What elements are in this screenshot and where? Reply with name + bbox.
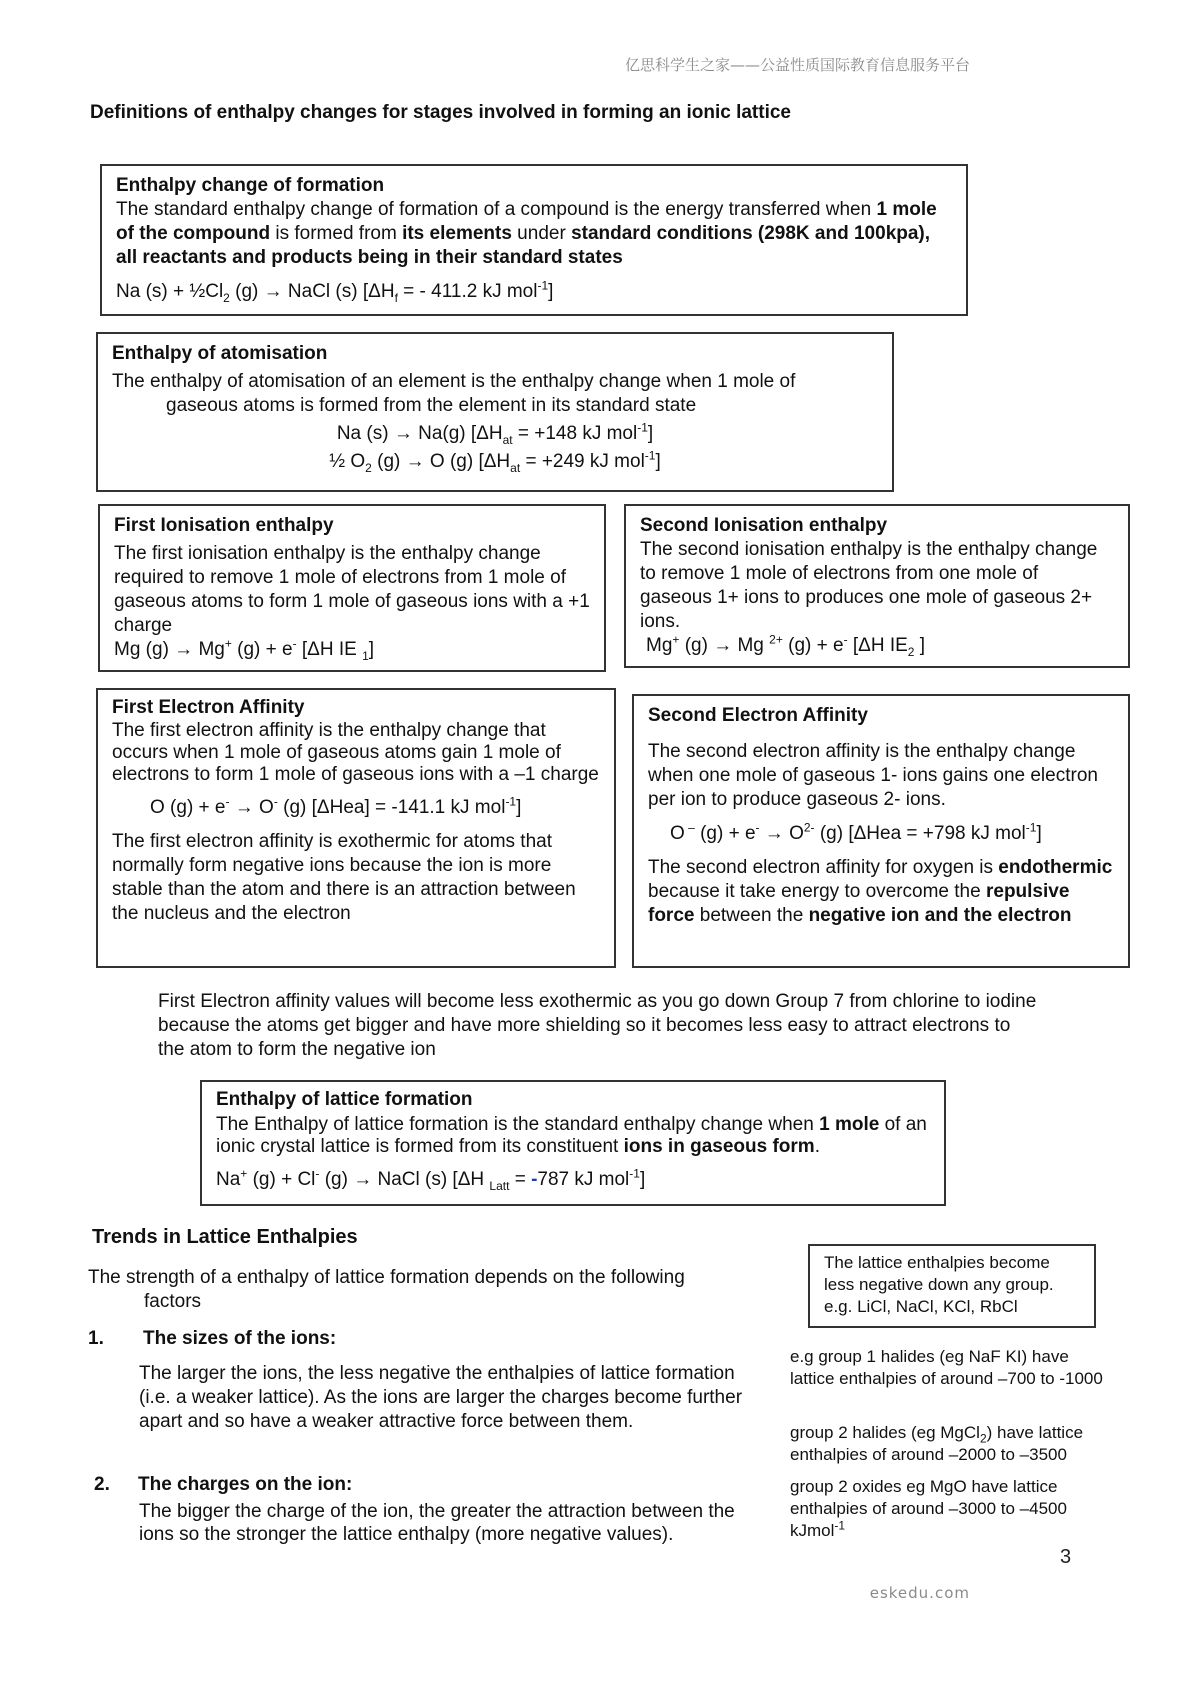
factor-1-heading: The sizes of the ions: <box>143 1328 337 1349</box>
atomisation-equation-2: ½ $O_2$ (g) → O (g) [$\Delta H_{at} = +249$ kJ mol$^{-1}$] <box>329 448 661 475</box>
first-ea-definition: The first electron affinity is the enthalpy change that occurs when 1 mole of gaseous atoms gain 1 mole of electrons to form 1 mole of gaseous ions with a –1 charge <box>112 720 599 785</box>
atomisation-definition-line2: gaseous atoms is formed from the element in its standard state <box>166 395 697 416</box>
atomisation-equation-1: Na (s) → Na(g) [$\Delta H_{at} = +148$ kJ mol$^{-1}$] <box>336 420 654 447</box>
page-footer: eskedu.com <box>869 1584 970 1602</box>
factor-2-heading: The charges on the ion: <box>138 1474 353 1495</box>
group-trend-box: The lattice enthalpies become less negative down any group. e.g. LiCl, NaCl, KCl, RbCl <box>808 1244 1096 1328</box>
second-electron-affinity-box <box>632 694 1130 968</box>
page-number: 3 <box>1060 1546 1072 1568</box>
formation-equation: Na $(s) + \frac{1}{2}Cl_2$ (g) → NaCl (s) [$\Delta H_f$ = - 411.2 kJ mol$^{-1}$] <box>116 278 554 305</box>
first-ionisation-title: First Ionisation enthalpy <box>114 515 334 536</box>
first-electron-affinity-box <box>96 688 616 968</box>
trends-intro: The strength of a enthalpy of lattice formation depends on the following factors <box>88 1267 685 1312</box>
second-ea-title: Second Electron Affinity <box>648 705 868 726</box>
second-ionisation-definition: The second ionisation enthalpy is the enthalpy change to remove 1 mole of electrons from one mole of gaseous 1+ ions to produces one mole of gaseous 2+ ions. <box>640 539 1098 632</box>
lattice-formation-box <box>200 1080 946 1206</box>
formation-definition: The standard enthalpy change of formation of a compound is the energy transferred when 1 mole of the compound is formed from its elements under standard conditions (298K and 100kpa), all reactants and products being in their standard states <box>116 199 937 268</box>
factor-1-number: 1. <box>88 1328 104 1349</box>
side-note-group1: e.g group 1 halides (eg NaF KI) have lattice enthalpies of around –700 to -1000 <box>790 1347 1103 1388</box>
factor-1-text: The larger the ions, the less negative the enthalpies of lattice formation (i.e. a weaker lattice). As the ions are larger the charges become further apart and so have a weaker attractive force between them. <box>139 1363 743 1432</box>
second-ionisation-box <box>624 504 1130 668</box>
side-note-group2-oxides: group 2 oxides eg MgO have lattice enthalpies of around –3000 to –4500 kJmol$^{-1}$ <box>790 1477 1067 1540</box>
first-ea-title: First Electron Affinity <box>112 697 305 718</box>
first-ionisation-definition: The first ionisation enthalpy is the enthalpy change required to remove 1 mole of electrons from 1 mole of gaseous atoms to form 1 mole of gaseous ions with a +1 charge <box>114 543 590 636</box>
factor-2-text: The bigger the charge of the ion, the greater the attraction between the ions so the stronger the lattice enthalpy (more negative values). <box>139 1501 735 1545</box>
atomisation-definition-line1: The enthalpy of atomisation of an element is the enthalpy change when 1 mole of <box>112 371 796 392</box>
lattice-equation: Na+ (g) + Cl- (g) → NaCl (s) [ΔH $_{Latt}$ = -787 kJ mol$^{-1}$] <box>216 1166 646 1193</box>
trends-heading: Trends in Lattice Enthalpies <box>92 1226 358 1248</box>
first-ea-equation: O (g) + e- → O- (g) [ΔHea] = -141.1 kJ mol$^{-1}$] <box>150 794 522 818</box>
lattice-title: Enthalpy of lattice formation <box>216 1089 473 1110</box>
atomisation-title: Enthalpy of atomisation <box>112 343 328 364</box>
lattice-definition: The Enthalpy of lattice formation is the standard enthalpy change when 1 mole of an ionic crystal lattice is formed from its constituent ions in gaseous form. <box>216 1114 927 1157</box>
factor-2-number: 2. <box>94 1474 110 1495</box>
second-ea-equation: O – $(g) + e^- \to O^{2-}$ (g) [ΔHea = +798 kJ mol$^{-1}$] <box>670 820 1042 844</box>
side-note-group2-halides: group 2 halides (eg MgCl$_2$) have lattice enthalpies of around –2000 to –3500 <box>790 1423 1084 1464</box>
second-ea-definition: The second electron affinity is the enthalpy change when one mole of gaseous 1- ions gains one electron per ion to produce gaseous 2- ions. <box>648 741 1098 810</box>
atomisation-box <box>96 332 894 492</box>
first-ionisation-box <box>98 504 606 672</box>
ea-trend-paragraph: First Electron affinity values will become less exothermic as you go down Group 7 from chlorine to iodine because the atoms get bigger and have more shielding so it becomes less easy to attract electrons to the atom to form the negative ion <box>158 991 1037 1060</box>
formation-title: Enthalpy change of formation <box>116 175 385 196</box>
second-ea-note: The second electron affinity for oxygen is endothermic because it take energy to overcome the repulsive force between the negative ion and the electron <box>648 857 1113 926</box>
page-header: 亿思科学生之家——公益性质国际教育信息服务平台 <box>624 56 970 74</box>
second-ionisation-title: Second Ionisation enthalpy <box>640 515 888 536</box>
first-ea-note: The first electron affinity is exothermic for atoms that normally form negative ions because the ion is more stable than the atom and there is an attraction between the nucleus and the electron <box>112 831 576 924</box>
page-title: Definitions of enthalpy changes for stages involved in forming an ionic lattice <box>90 102 791 123</box>
formation-box <box>100 164 968 316</box>
second-ionisation-equation: Mg+ (g) → Mg $^{2+}$ (g) + e- [ΔH $IE_2$ ] <box>646 632 926 659</box>
first-ionisation-equation: Mg (g) → Mg+ (g) + e- [ΔH IE $_1$] <box>114 636 375 663</box>
